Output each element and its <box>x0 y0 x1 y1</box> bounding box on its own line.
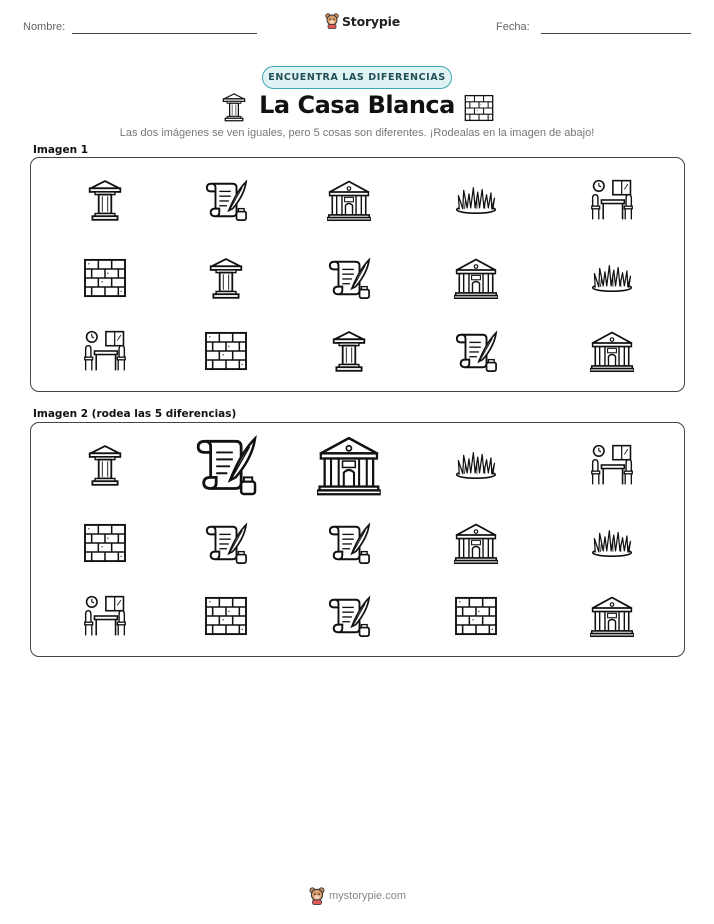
image1-label: Imagen 1 <box>33 144 89 156</box>
white-house-icon[interactable] <box>454 521 498 565</box>
white-house-icon[interactable] <box>327 178 371 222</box>
grass-icon[interactable] <box>590 263 634 293</box>
scroll-quill-icon[interactable] <box>327 256 371 300</box>
date-field[interactable] <box>541 33 691 34</box>
column-icon[interactable] <box>87 178 123 222</box>
brick-wall-icon[interactable] <box>454 596 498 636</box>
brick-wall-icon[interactable] <box>83 523 127 563</box>
brick-wall-icon[interactable] <box>83 258 127 298</box>
brand-name: Storypie <box>342 13 400 29</box>
activity-badge-text: ENCUENTRA LAS DIFERENCIAS <box>268 72 446 83</box>
instructions: Las dos imágenes se ven iguales, pero 5 cosas son diferentes. ¡Rodealas en la imagen de abajo! <box>119 127 595 139</box>
grass-icon[interactable] <box>454 450 498 480</box>
white-house-icon[interactable] <box>317 433 381 497</box>
brick-wall-icon[interactable] <box>204 331 248 371</box>
office-desk-icon[interactable] <box>590 178 634 222</box>
office-desk-icon[interactable] <box>590 443 634 487</box>
page-title: La Casa Blanca <box>259 91 455 119</box>
grass-icon[interactable] <box>590 528 634 558</box>
white-house-icon[interactable] <box>590 329 634 373</box>
image2-panel[interactable] <box>30 422 685 657</box>
image2-label: Imagen 2 (rodea las 5 diferencias) <box>33 408 237 420</box>
activity-badge <box>262 66 452 89</box>
name-label: Nombre: <box>23 21 66 33</box>
column-icon[interactable] <box>208 256 244 300</box>
scroll-quill-icon[interactable] <box>194 433 258 497</box>
footer <box>309 887 406 905</box>
title-brick-wall-icon <box>464 94 494 127</box>
white-house-icon[interactable] <box>590 594 634 638</box>
name-field[interactable] <box>72 33 257 34</box>
white-house-icon[interactable] <box>454 256 498 300</box>
image1-panel <box>30 157 685 392</box>
column-icon[interactable] <box>331 329 367 373</box>
office-desk-icon[interactable] <box>83 594 127 638</box>
office-desk-icon[interactable] <box>83 329 127 373</box>
storypie-logo <box>325 13 400 29</box>
bear-icon <box>309 887 325 905</box>
column-icon[interactable] <box>87 443 123 487</box>
bear-icon <box>325 13 339 29</box>
footer-site: mystorypie.com <box>329 890 407 902</box>
grass-icon[interactable] <box>454 185 498 215</box>
scroll-quill-icon[interactable] <box>204 178 248 222</box>
brick-wall-icon[interactable] <box>204 596 248 636</box>
scroll-quill-icon[interactable] <box>327 521 371 565</box>
scroll-quill-icon[interactable] <box>454 329 498 373</box>
scroll-quill-icon[interactable] <box>204 521 248 565</box>
date-label: Fecha: <box>496 21 530 33</box>
scroll-quill-icon[interactable] <box>327 594 371 638</box>
